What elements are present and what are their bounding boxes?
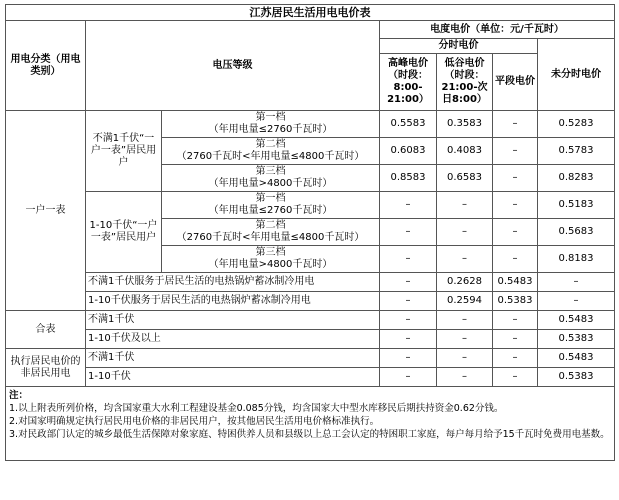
- flat-price: 0.5383: [493, 292, 538, 311]
- category-non-resident: 执行居民电价的非居民用电: [6, 349, 86, 387]
- table-row: [6, 311, 615, 330]
- header-price-group: 电度电价（单位：元/千瓦时）: [380, 21, 615, 39]
- peak-price: –: [380, 192, 437, 219]
- tier-range: （年用电量≤2760千瓦时）: [208, 124, 333, 135]
- flat-price: –: [493, 111, 538, 138]
- voltage-label: 1-10千伏: [86, 368, 380, 387]
- non-tou-price: 0.5283: [538, 111, 615, 138]
- valley-price: 0.2594: [437, 292, 493, 311]
- header-flat: 平段电价: [493, 54, 538, 111]
- peak-price: –: [380, 349, 437, 368]
- tier-cell: [162, 165, 380, 192]
- peak-price: 0.5583: [380, 111, 437, 138]
- non-tou-price: 0.5383: [538, 330, 615, 349]
- flat-price: –: [493, 219, 538, 246]
- peak-price: –: [380, 330, 437, 349]
- table-row: [6, 330, 615, 349]
- peak-price: –: [380, 368, 437, 387]
- voltage-label: 不满1千伏: [86, 311, 380, 330]
- tier-name: 第三档: [255, 166, 286, 177]
- notes: [6, 387, 615, 461]
- peak-price: 0.8583: [380, 165, 437, 192]
- table-row: [6, 368, 615, 387]
- table-row: [6, 349, 615, 368]
- tier-cell: [162, 192, 380, 219]
- valley-price: –: [437, 246, 493, 273]
- table-title: 江苏居民生活用电电价表: [6, 5, 615, 21]
- valley-price: –: [437, 330, 493, 349]
- header-peak: 高峰电价（时段：8:00-21:00）: [380, 54, 437, 111]
- tier-range: （年用电量>4800千瓦时）: [208, 259, 333, 270]
- note-item: 2.对国家明确规定执行居民用电价格的非居民用户，按其他居民生活用电价格标准执行。: [9, 416, 380, 427]
- valley-price: 0.3583: [437, 111, 493, 138]
- tier-range: （2760千瓦时<年用电量≤4800千瓦时）: [176, 151, 365, 162]
- tier-cell: [162, 111, 380, 138]
- valley-price: 0.6583: [437, 165, 493, 192]
- tier-cell: [162, 219, 380, 246]
- tier-range: （2760千瓦时<年用电量≤4800千瓦时）: [176, 232, 365, 243]
- non-tou-price: –: [538, 292, 615, 311]
- peak-price: –: [380, 292, 437, 311]
- header-non-tou: 未分时电价: [538, 39, 615, 111]
- tier-cell: [162, 246, 380, 273]
- flat-price: –: [493, 165, 538, 192]
- non-tou-price: 0.5183: [538, 192, 615, 219]
- valley-price: 0.4083: [437, 138, 493, 165]
- table-row: [6, 292, 615, 311]
- tier-range: （年用电量>4800千瓦时）: [208, 178, 333, 189]
- boiler-label: 1-10千伏服务于居民生活的电热锅炉蓄冰制冷用电: [86, 292, 380, 311]
- table-row: [6, 111, 615, 138]
- peak-price: –: [380, 219, 437, 246]
- non-tou-price: –: [538, 273, 615, 292]
- non-tou-price: 0.5683: [538, 219, 615, 246]
- tier-name: 第二档: [255, 220, 286, 231]
- valley-price: –: [437, 192, 493, 219]
- flat-price: 0.5483: [493, 273, 538, 292]
- tier-name: 第一档: [255, 112, 286, 123]
- subcategory-1to10kv: 1-10千伏“一户一表”居民用户: [86, 192, 162, 273]
- flat-price: –: [493, 192, 538, 219]
- non-tou-price: 0.5483: [538, 349, 615, 368]
- non-tou-price: 0.5383: [538, 368, 615, 387]
- voltage-label: 1-10千伏及以上: [86, 330, 380, 349]
- peak-price: –: [380, 246, 437, 273]
- price-table-container: [5, 4, 614, 461]
- table-row: [6, 192, 615, 219]
- note-item: 3.对民政部门认定的城乡最低生活保障对象家庭、特困供养人员和县级以上总工会认定的特困职工家庭，每户每月给予15千瓦时免费用电基数。: [9, 429, 610, 440]
- non-tou-price: 0.8283: [538, 165, 615, 192]
- valley-price: –: [437, 368, 493, 387]
- notes-heading: 注：: [9, 390, 29, 401]
- flat-price: –: [493, 311, 538, 330]
- tier-cell: [162, 138, 380, 165]
- boiler-label: 不满1千伏服务于居民生活的电热锅炉蓄冰制冷用电: [86, 273, 380, 292]
- flat-price: –: [493, 246, 538, 273]
- flat-price: –: [493, 138, 538, 165]
- header-category: 用电分类（用电类别）: [6, 21, 86, 111]
- header-valley: 低谷电价（时段：21:00-次日8:00）: [437, 54, 493, 111]
- header-voltage: 电压等级: [86, 21, 380, 111]
- valley-price: –: [437, 219, 493, 246]
- peak-price: 0.6083: [380, 138, 437, 165]
- table-row: [6, 273, 615, 292]
- tier-range: （年用电量≤2760千瓦时）: [208, 205, 333, 216]
- valley-price: 0.2628: [437, 273, 493, 292]
- category-household: 一户一表: [6, 111, 86, 311]
- electricity-price-table: [5, 4, 615, 461]
- non-tou-price: 0.5783: [538, 138, 615, 165]
- flat-price: –: [493, 330, 538, 349]
- peak-price: –: [380, 273, 437, 292]
- flat-price: –: [493, 368, 538, 387]
- valley-price: –: [437, 349, 493, 368]
- subcategory-lt1kv: 不满1千伏“一户一表”居民用户: [86, 111, 162, 192]
- non-tou-price: 0.8183: [538, 246, 615, 273]
- non-tou-price: 0.5483: [538, 311, 615, 330]
- tier-name: 第二档: [255, 139, 286, 150]
- tier-name: 第三档: [255, 247, 286, 258]
- category-combined: 合表: [6, 311, 86, 349]
- tier-name: 第一档: [255, 193, 286, 204]
- voltage-label: 不满1千伏: [86, 349, 380, 368]
- peak-price: –: [380, 311, 437, 330]
- flat-price: –: [493, 349, 538, 368]
- header-tou-group: 分时电价: [380, 39, 538, 54]
- valley-price: –: [437, 311, 493, 330]
- note-item: 1.以上附表所列价格，均含国家重大水利工程建设基金0.085分钱，均含国家大中型水库移民后期扶持资金0.62分钱。: [9, 403, 504, 414]
